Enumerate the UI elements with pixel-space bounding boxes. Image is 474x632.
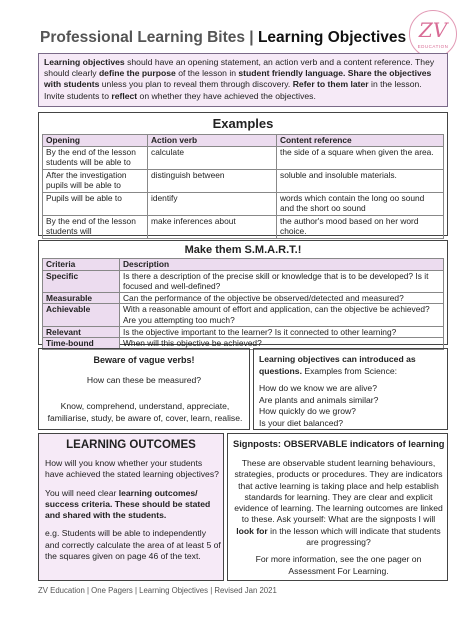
smart-section xyxy=(38,240,448,349)
signposts-paragraph-1 xyxy=(233,458,444,548)
table-cell: words which contain the long oo sound and the short oo sound xyxy=(277,192,444,215)
outcomes-bold: learning outcomes/ success criteria. These should be stated and shared with the students. xyxy=(45,487,211,521)
zv-logo xyxy=(409,10,457,58)
list-item: How quickly do we grow? xyxy=(259,406,356,416)
learning-outcomes-title: LEARNING OUTCOMES xyxy=(66,439,196,451)
vague-verbs-question: How can these be measured? xyxy=(86,375,202,385)
intro-bold-1: Learning objectives xyxy=(44,57,125,67)
question-heading-bold: Learning objectives can introduced as questions. xyxy=(259,354,416,376)
table-row xyxy=(43,292,444,304)
criteria-cell: Time-bound xyxy=(43,338,120,350)
smart-table xyxy=(42,258,444,350)
table-cell: soluble and insoluble materials. xyxy=(277,169,444,192)
examples-section xyxy=(38,112,448,236)
intro-text-4: in the lesson. Invite students to xyxy=(44,79,422,101)
column-header: Content reference xyxy=(277,135,444,147)
smart-title: Make them S.M.A.R.T.! xyxy=(184,244,302,256)
list-item: Are plants and animals similar? xyxy=(259,394,379,405)
table-row xyxy=(43,270,444,292)
outcomes-paragraph-2 xyxy=(45,488,221,522)
title-separator: | xyxy=(245,29,258,46)
description-cell: When will this objective be achieved? xyxy=(120,338,444,350)
signposts-text: in the lesson which will indicate that students are progressing? xyxy=(267,525,441,548)
signposts-paragraph-2: For more information, see the one pager on Assessment For Learning. xyxy=(255,554,422,576)
description-cell: With a reasonable amount of effort and application, can the objective be achieved? Are you attempting too much? xyxy=(120,304,444,326)
column-header: Description xyxy=(120,259,444,271)
column-header: Criteria xyxy=(43,259,120,271)
vague-verbs-box xyxy=(38,348,250,430)
outcomes-paragraph-3: e.g. Students will be able to independently and correctly calculate the area of at least 5 of the squares given on page 46 of the text. xyxy=(45,528,221,562)
description-cell: Can the performance of the objective be observed/detected and measured? xyxy=(120,292,444,304)
table-row xyxy=(43,326,444,338)
criteria-cell: Achievable xyxy=(43,304,120,326)
criteria-cell: Relevant xyxy=(43,326,120,338)
examples-title: Examples xyxy=(212,116,274,131)
table-cell: make inferences about xyxy=(148,215,277,238)
criteria-cell: Specific xyxy=(43,270,120,292)
signposts-title: Signposts: OBSERVABLE indicators of learning xyxy=(233,439,445,449)
signposts-text: These are observable student learning behaviours, strategies, products or procedures. They are indicators that active learning is taking place and help establish standards for learning. They are clear and explicit evidence of learning. The learning outcomes are linked to these. Ask yourself: What are the signposts I will xyxy=(234,458,443,525)
title-sub: Learning Objectives xyxy=(257,29,407,46)
learning-outcomes-body xyxy=(45,458,221,569)
intro-text-3: unless you plan to reveal them through discovery. xyxy=(99,79,293,90)
question-list xyxy=(259,383,442,429)
table-cell: the side of a square when given the area. xyxy=(277,146,444,169)
outcomes-text: You will need clear xyxy=(45,487,119,498)
intro-text-5: on whether they have achieved the objectives. xyxy=(137,90,316,101)
vague-verbs-list: Know, comprehend, understand, appreciate, familiarise, study, be aware of, cover, learn, realise. xyxy=(47,401,243,423)
table-row xyxy=(43,215,444,238)
table-row xyxy=(43,192,444,215)
list-item: Is your diet balanced? xyxy=(259,417,344,428)
intro-text-1: should have an opening statement, an action verb and a content reference. They should clearly xyxy=(44,57,435,79)
learning-outcomes-box xyxy=(38,433,224,581)
logo-monogram: ZV xyxy=(418,18,448,42)
table-cell: identify xyxy=(148,192,277,215)
signposts-box xyxy=(227,433,448,581)
criteria-cell: Measurable xyxy=(43,292,120,304)
vague-verbs-title: Beware of vague verbs! xyxy=(93,355,195,365)
page-title xyxy=(40,29,406,47)
table-row xyxy=(43,169,444,192)
page-footer: ZV Education | One Pagers | Learning Objectives | Revised Jan 2021 xyxy=(38,586,277,595)
table-row xyxy=(43,146,444,169)
question-objectives-box xyxy=(253,348,448,430)
intro-bold-3: student friendly language. Share the objectives with students xyxy=(44,68,432,90)
logo-tagline: EDUCATION xyxy=(417,44,449,49)
signposts-bold: look for xyxy=(236,525,268,536)
signposts-body xyxy=(233,458,444,583)
table-cell: distinguish between xyxy=(148,169,277,192)
table-cell: After the investigation pupils will be able to xyxy=(43,169,148,192)
table-row xyxy=(43,304,444,326)
intro-box xyxy=(38,53,448,107)
list-item: How do we know we are alive? xyxy=(259,383,377,393)
intro-text-2: of the lesson in xyxy=(175,68,239,79)
question-heading-lead: Examples from Science: xyxy=(301,365,398,376)
table-cell: By the end of the lesson students will xyxy=(43,215,148,238)
table-cell: Pupils will be able to xyxy=(43,192,148,215)
outcomes-paragraph-1: How will you know whether your students have achieved the stated learning objectives? xyxy=(45,458,219,480)
description-cell: Is the objective important to the learner? Is it connected to other learning? xyxy=(120,326,444,338)
column-header: Opening xyxy=(43,135,148,147)
examples-table xyxy=(42,134,444,239)
title-main: Professional Learning Bites xyxy=(40,29,245,46)
intro-bold-4: Refer to them later xyxy=(292,79,369,90)
table-cell: the author's mood based on her word choice. xyxy=(277,215,444,238)
intro-bold-5: reflect xyxy=(111,90,138,101)
description-cell: Is there a description of the precise skill or knowledge that is to be developed? Is it focused and well-defined? xyxy=(120,270,444,292)
intro-bold-2: define the purpose xyxy=(98,68,176,79)
table-cell: By the end of the lesson students will be able to xyxy=(43,146,148,169)
question-objectives-heading xyxy=(259,354,442,377)
table-cell: calculate xyxy=(148,146,277,169)
column-header: Action verb xyxy=(148,135,277,147)
